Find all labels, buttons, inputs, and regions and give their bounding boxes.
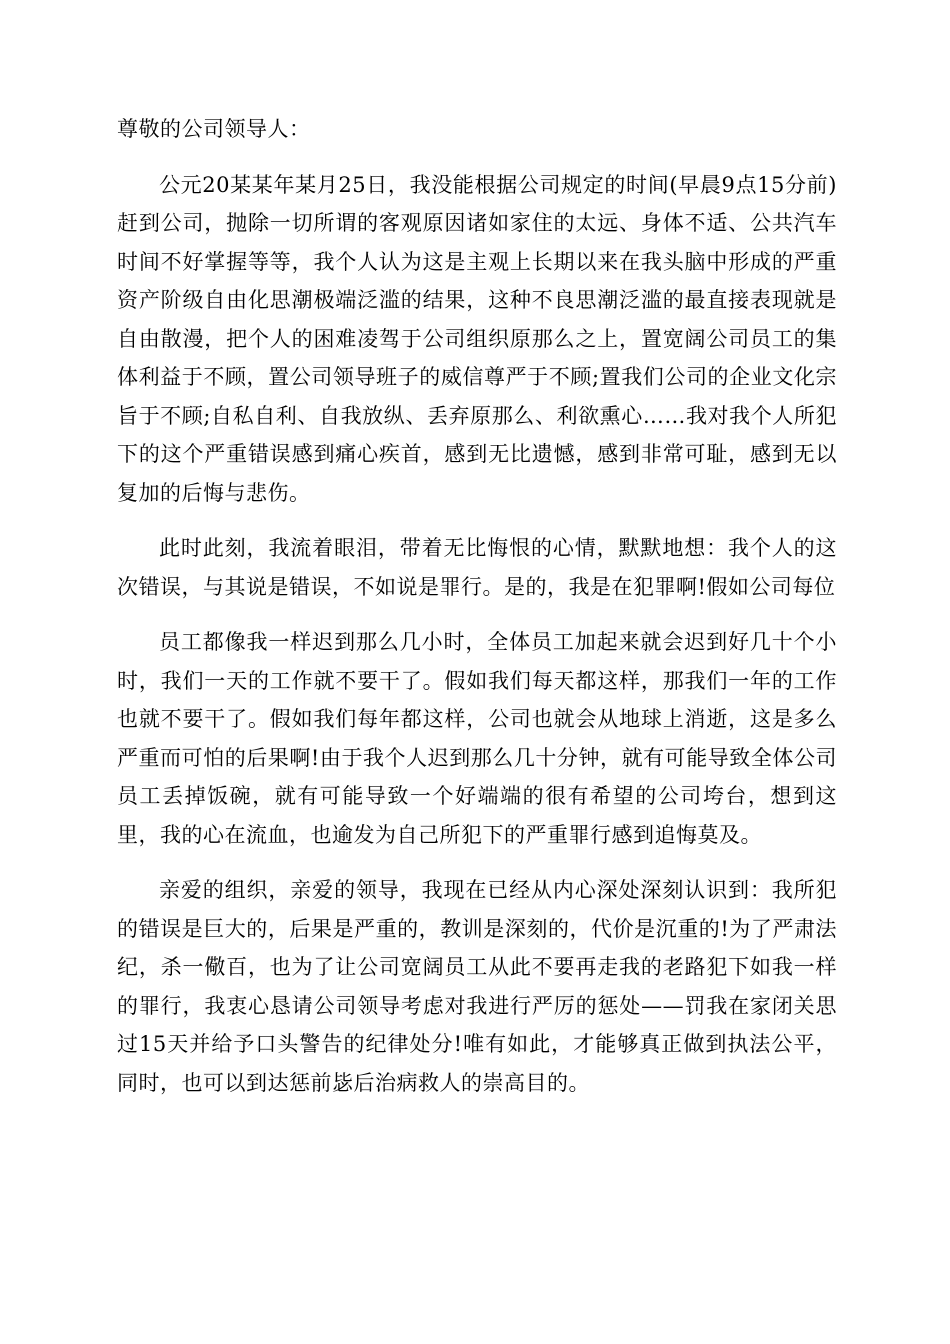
letter-body [117, 110, 837, 1119]
paragraph-reflection: 此时此刻，我流着眼泪，带着无比悔恨的心情，默默地想：我个人的这次错误，与其说是错误，不如说是罪行。是的，我是在犯罪啊!假如公司每位 [117, 536, 837, 599]
paragraph-late-arrival: 公元20某某年某月25日，我没能根据公司规定的时间(早晨9点15分前)赶到公司，抛除一切所谓的客观原因诸如家住的太远、身体不适、公共汽车时间不好掌握等等，我个人认为这是主观上长期以来在我头脑中形成的严重资产阶级自由化思潮极端泛滥的结果，这种不良思潮泛滥的最直接表现就是自由散漫，把个人的困难凌驾于公司组织原那么之上，置宽阔公司员工的集体利益于不顾，置公司领导班子的威信尊严于不顾;置我们公司的企业文化宗旨于不顾;自私自利、自我放纵、丢弃原那么、利欲熏心……我对我个人所犯下的这个严重错误感到痛心疾首，感到无比遗憾，感到非常可耻，感到无以复加的后悔与悲伤。 [117, 172, 837, 505]
letter-salutation: 尊敬的公司领导人： [117, 117, 311, 141]
paragraph-consequences: 员工都像我一样迟到那么几小时，全体员工加起来就会迟到好几十个小时，我们一天的工作就不要干了。假如我们每天都这样，那我们一年的工作也就不要干了。假如我们每年都这样，公司也就会从地球上消逝，这是多么严重而可怕的后果啊!由于我个人迟到那么几十分钟，就有可能导致全体公司员工丢掉饭碗，就有可能导致一个好端端的很有希望的公司垮台，想到这里，我的心在流血，也逾发为自己所犯下的严重罪行感到追悔莫及。 [117, 630, 837, 847]
paragraph-request-punishment: 亲爱的组织，亲爱的领导，我现在已经从内心深处深刻认识到：我所犯的错误是巨大的，后果是严重的，教训是深刻的，代价是沉重的!为了严肃法纪，杀一儆百，也为了让公司宽阔员工从此不要再走我的老路犯下如我一样的罪行，我衷心恳请公司领导考虑对我进行严厉的惩处——罚我在家闭关思过15天并给予口头警告的纪律处分!唯有如此，才能够真正做到执法公平，同时，也可以到达惩前毖后治病救人的崇高目的。 [117, 878, 837, 1095]
